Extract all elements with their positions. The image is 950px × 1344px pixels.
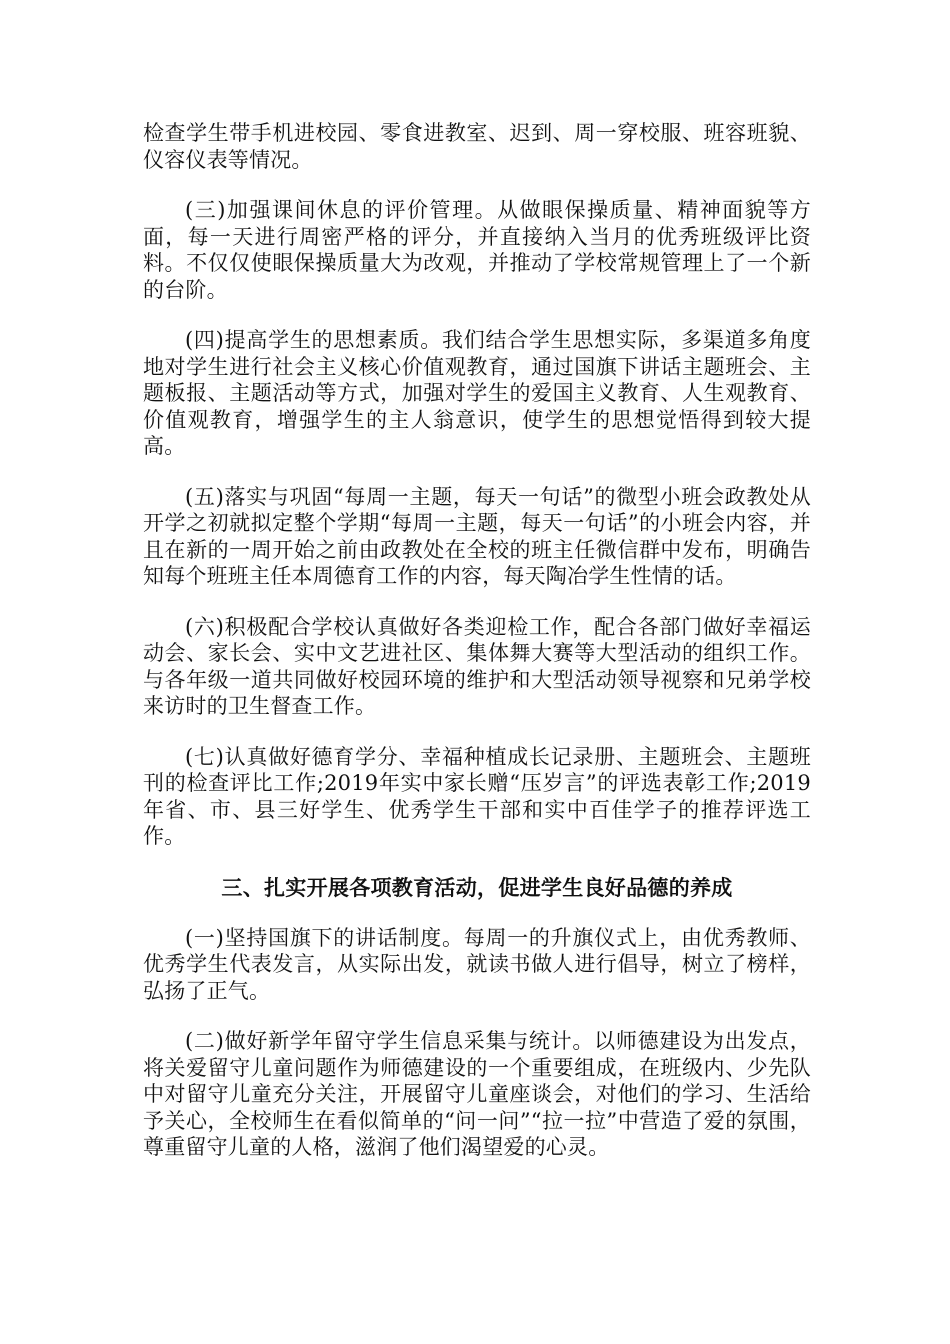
paragraph-item-2: (二)做好新学年留守学生信息采集与统计。以师德建设为出发点，将关爱留守儿童问题作为师德建设的一个重要组成，在班级内、少先队中对留守儿童充分关注，开展留守儿童座谈会，对他们的学习、生活给予关心，全校师生在看似简单的“问一问”“拉一拉”中营造了爱的氛围，尊重留守儿童的人格，滋润了他们渴望爱的心灵。 xyxy=(143,1029,811,1159)
section-heading: 三、扎实开展各项教育活动，促进学生良好品德的养成 xyxy=(221,874,733,900)
paragraph-item-3: (三)加强课间休息的评价管理。从做眼保操质量、精神面貌等方面，每一天进行周密严格的评分，并直接纳入当月的优秀班级评比资料。不仅仅使眼保操质量大为改观，并推动了学校常规管理上了一个新的台阶。 xyxy=(143,198,811,302)
paragraph-continuation: 检查学生带手机进校园、零食进教室、迟到、周一穿校服、班容班貌、仪容仪表等情况。 xyxy=(143,121,811,172)
paragraph-item-7: (七)认真做好德育学分、幸福种植成长记录册、主题班会、主题班刊的检查评比工作;2019年实中家长赠“压岁言”的评选表彰工作;2019年省、市、县三好学生、优秀学生干部和实中百佳学子的推荐评选工作。 xyxy=(143,744,811,848)
document-body xyxy=(143,120,811,1185)
paragraph-item-5: (五)落实与巩固“每周一主题，每天一句话”的微型小班会政教处从开学之初就拟定整个学期“每周一主题，每天一句话”的小班会内容，并且在新的一周开始之前由政教处在全校的班主任微信群中发布，明确告知每个班班主任本周德育工作的内容，每天陶冶学生性情的话。 xyxy=(143,484,811,588)
paragraph-item-4: (四)提高学生的思想素质。我们结合学生思想实际，多渠道多角度地对学生进行社会主义核心价值观教育，通过国旗下讲话主题班会、主题板报、主题活动等方式，加强对学生的爱国主义教育、人生观教育、价值观教育，增强学生的主人翁意识，使学生的思想觉悟得到较大提高。 xyxy=(143,328,811,458)
paragraph-item-1: (一)坚持国旗下的讲话制度。每周一的升旗仪式上，由优秀教师、优秀学生代表发言，从实际出发，就读书做人进行倡导，树立了榜样，弘扬了正气。 xyxy=(143,925,811,1003)
paragraph-item-6: (六)积极配合学校认真做好各类迎检工作，配合各部门做好幸福运动会、家长会、实中文艺进社区、集体舞大赛等大型活动的组织工作。与各年级一道共同做好校园环境的维护和大型活动领导视察和兄弟学校来访时的卫生督查工作。 xyxy=(143,614,811,718)
